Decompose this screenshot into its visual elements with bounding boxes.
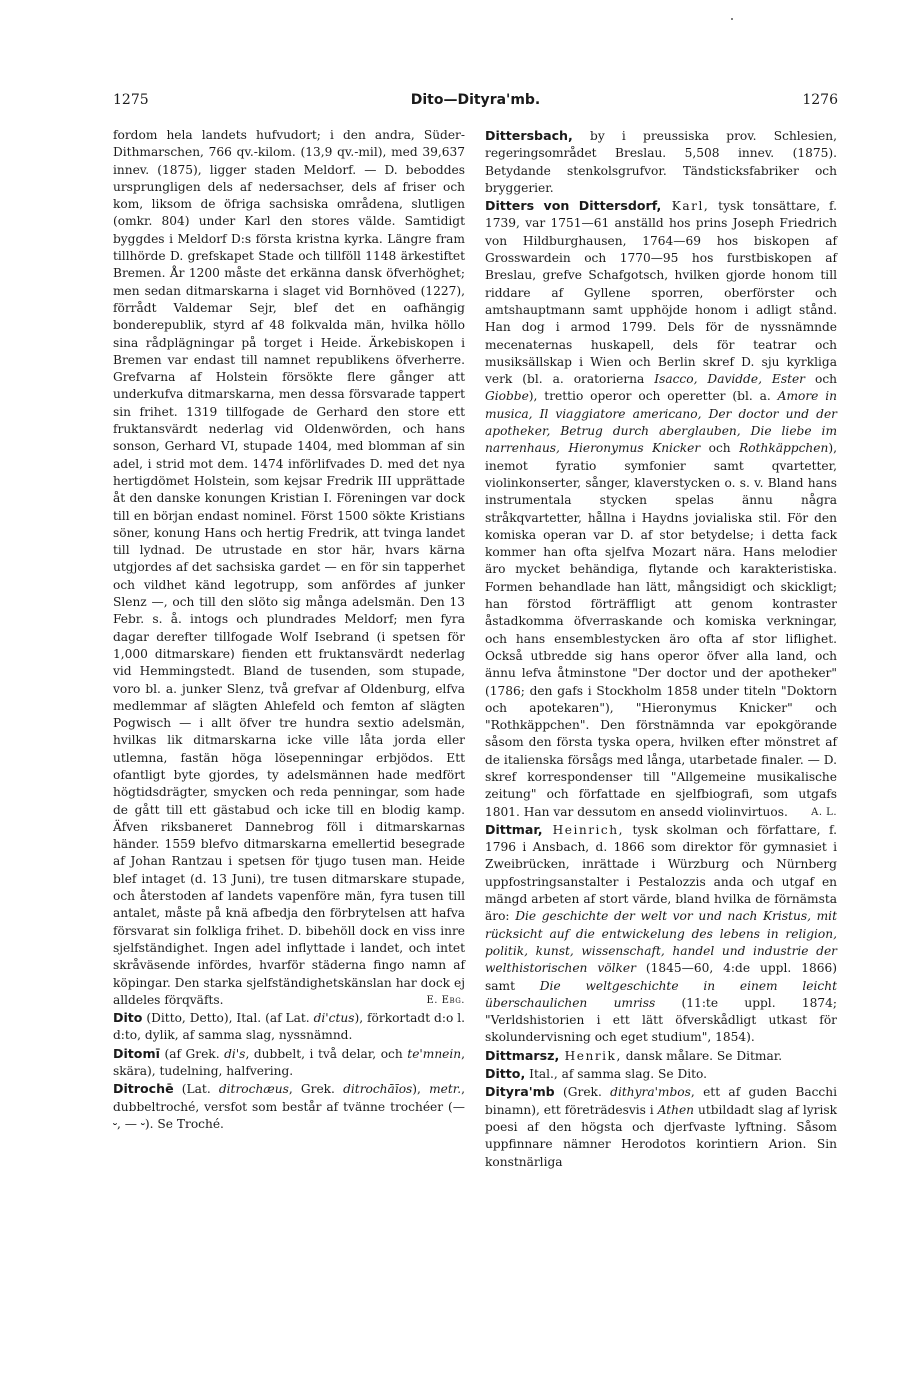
entry-ditto: Ditto, Ital., af samma slag. Se Dito. xyxy=(485,1066,708,1082)
page-number-right: 1276 xyxy=(802,92,838,108)
right-column xyxy=(485,127,837,1171)
headword-dittmarsz: Dittmarsz, xyxy=(485,1047,560,1063)
entry-dito: Dito (Ditto, Detto), Ital. (af Lat. di'ctus), förkortadt d:o l. d:to, dylik, af samma slag, nyssnämnd. xyxy=(113,1010,465,1043)
entry-dittersbach: Dittersbach, by i preussiska prov. Schlesien, regeringsområdet Breslau. 5,508 innev. (1875). Betydande stenkolsgrufvor. Tändsticksfabriker och bryggerier. xyxy=(485,128,837,195)
headword-ditto: Ditto, xyxy=(485,1066,526,1082)
author-signature: E. Ebg. xyxy=(426,994,465,1006)
running-head: Dito—Dityra'mb. xyxy=(410,92,541,108)
entry-dittmar: Dittmar, Heinrich, tysk skolman och författare, f. 1796 i Ansbach, d. 1866 som direktor för gymnasiet i Zweibrücken, inrättade i Würzburg och Nürnberg uppfostringsanstalter i Pestalozzis anda och utgaf en mängd arbeten af stort värde, bland hvilka de förnämsta äro: Die geschichte der welt vor und nach Kristus, mit rücksicht auf die entwickelung des lebens in religion, politik, kunst, wissenschaft, handel und industrie der welthistorischen völker (1845—60, 4:de uppl. 1866) samt Die weltgeschichte in einem leicht überschaulichen umriss (11:te uppl. 1874; "Verldshistorien i ett lätt öfverskådligt utkast för skolundervisning och eget studium", 1854). xyxy=(485,821,838,1045)
page-header xyxy=(113,92,838,114)
author-signature: A. L. xyxy=(811,806,837,818)
left-column xyxy=(113,127,465,1133)
entry-dityramb: Dityra'mb (Grek. dithyra'mbos, ett af guden Bacchi binamn), ett företrädesvis i Athen utbildadt slag af lyrisk poesi af den högsta och djerfvaste lyftning. Såsom uppfinnare nämner Herodotos korintiern Arion. Sin konstnärliga xyxy=(485,1084,837,1169)
headword-dityramb: Dityra'mb xyxy=(485,1084,555,1100)
speck-mark xyxy=(731,18,733,20)
headword-dittmar: Dittmar, xyxy=(485,821,543,837)
page-number-left: 1275 xyxy=(113,92,149,108)
headword-ditomi: Ditomī xyxy=(113,1045,160,1061)
entry-ditroche: Ditrochē (Lat. ditrochæus, Grek. ditrochāīos), metr., dubbeltroché, versfot som består af tvänne trochéer (— ⏑, — ⏑). Se Troché. xyxy=(113,1081,465,1131)
headword-ditroche: Ditrochē xyxy=(113,1081,174,1097)
headword-dito: Dito xyxy=(113,1010,143,1026)
entry-dittmarsz: Dittmarsz, Henrik, dansk målare. Se Ditmar. xyxy=(485,1047,783,1063)
headword-ditters: Ditters von Dittersdorf, xyxy=(485,198,662,214)
entry-ditters-von-dittersdorf: Ditters von Dittersdorf, Karl, tysk tonsättare, f. 1739, var 1751—61 anställd hos prins Joseph Friedrich von Hildburghausen, 1764—69 hos biskopen af Grosswardein och 1770—95 hos furstbiskopen af Breslau, grefve Schafgotsch, hvilken gjorde honom till riddare af Gyllene sporren, oberförster och amtshauptmann samt upphöjde honom i adligt stånd. Han dog i armod 1799. Dels för de nyssnämnde mecenaternas huskapell, dels för teatrar och musiksällskap i Wien och Berlin skref D. sju kyrkliga verk (bl. a. oratorierna Isacco, Davidde, Ester och Giobbe), trettio operor och operetter (bl. a. Amore in musica, Il viaggiatore americano, Der doctor und der apotheker, Betrug durch aberglauben, Die liebe im narrenhaus, Hieronymus Knicker och Rothkäppchen), inemot fyratio symfonier samt qvartetter, violinkonserter, sånger, klaverstycken o. s. v. Bland hans instrumentala stycken spelas ännu några stråkqvartetter, hållna i Haydns jovialiska stil. För den komiska operan var D. af stor betydelse; i detta fack kommer han ofta sjelfva Mozart nära. Hans melodier äro mycket behändiga, flytande och karakteristiska. Formen behandlade han lätt, mångsidigt och skickligt; han förstod förträffligt att genom kontraster åstadkomma öfverraskande och komiska verkningar, och hans ensemblestycken äro ofta af stor liflighet. Också utbredde sig hans operor öfver alla land, och ännu lefva åtminstone "Der doctor und der apotheker" (1786; den gafs i Stockholm 1858 under titeln "Doktorn och apotekaren"), "Hieronymus Knicker" och "Rothkäppchen". Den förstnämnda var epokgörande såsom den första tyska opera, hvilken efter mönstret af de italienska försågs med långa, utarbetade finaler. — D. skref korrespondenser till "Allgemeine musikalische zeitung" och författade en sjelfbiografi, som utgafs 1801. Han var dessutom en ansedd violinvirtuos. A. L. xyxy=(485,197,837,821)
entry-ditomi: Ditomī (af Grek. di's, dubbelt, i två delar, och te'mnein, skära), tudelning, halfvering. xyxy=(113,1045,465,1079)
headword-dittersbach: Dittersbach, xyxy=(485,128,573,143)
ditmarschen-continuation: fordom hela landets hufvudort; i den andra, Süder-Dithmarschen, 766 qv.-kilom. (13,9 qv.-mil), med 39,637 innev. (1875), ligger staden Meldorf. — D. beboddes ursprungligen dels af nedersachser, dels af friser och kom, liksom de öfriga sachsiska områdena, slutligen (omkr. 804) under Karl den stores välde. Samtidigt byggdes i Meldorf D:s första kristna kyrka. Längre fram tillhörde D. grefskapet Stade och tillföll 1148 ärkestiftet Bremen. År 1200 måste det erkänna dansk öfverhöghet; men sedan ditmarskarna i slaget vid Bornhöved (1227), förrådt Valdemar Sejr, blef det en oafhängig bonderepublik, styrd af 48 folkvalda män, hvilka höllo sina rådplägningar på torget i Heide. Ärkebiskopen i Bremen var endast till namnet republikens öfverherre. Grefvarna af Holstein försökte flere gånger att underkufva ditmarskarna, men dessa försvarade tappert sin frihet. 1319 tillfogade de Gerhard den store ett fruktansvärdt nederlag vid Oldenwörden, och hans sonson, Gerhard VI, stupade 1404, med blomman af sin adel, i strid mot dem. 1474 införlifvades D. med det nya hertigdömet Holstein, som kejsar Fredrik III upprättade åt den danske konungen Kristian I. Föreningen var dock till en början endast nominel. Först 1500 sökte Kristians söner, konung Hans och hertig Fredrik, att tvinga landet till lydnad. De utrustade en stor här, hvars kärna utgjordes af det sachsiska gardet — en för sin tapperhet och vildhet känd legotrupp, som anfördes af junker Slenz —, och till den slöto sig många adelsmän. Den 13 Febr. s. å. intogs och plundrades Meldorf; men fyra dagar derefter tillfogade Wolf Isebrand (i spetsen för 1,000 ditmarskare) fienden ett fruktansvärdt nederlag vid Hemmingstedt. Bland de tusenden, som stupade, voro bl. a. junker Slenz, två grefvar af Oldenburg, elfva medlemmar af slägten Ahlefeld och femton af slägten Pogwisch — i allt öfver tre hundra sextio adelsmän, hvilkas lik ditmarskarna icke ville låta jorda eller utlemna, fastän höga lösepenningar erbjödos. Ett ofantligt byte gjordes, ty adelsmännen hade medfört högtidsdrägter, smycken och reda penningar, som hade de gått till ett gästabud och icke till en blodig kamp. Äfven riksbaneret Dannebrog föll i ditmarskarnas händer. 1559 blefvo ditmarskarna emellertid besegrade af Johan Rantzau i spetsen för tjugo tusen man. Heide blef intaget (d. 13 Juni), tre tusen ditmarskare stupade, och återstoden af landets vapenföre män, fyra tusen till antalet, måste på knä afbedja den förbrytelsen att hafva försvarat sin folkliga frihet. D. bibehöll dock en viss inre sjelfständighet. Ingen adel inflyttade i landet, och intet skråväsende infördes, hvarför städerna fingo namn af köpingar. Den starka sjelfständighetskänslan har dock ej alldeles förqväfts. E. Ebg. xyxy=(113,127,465,1009)
